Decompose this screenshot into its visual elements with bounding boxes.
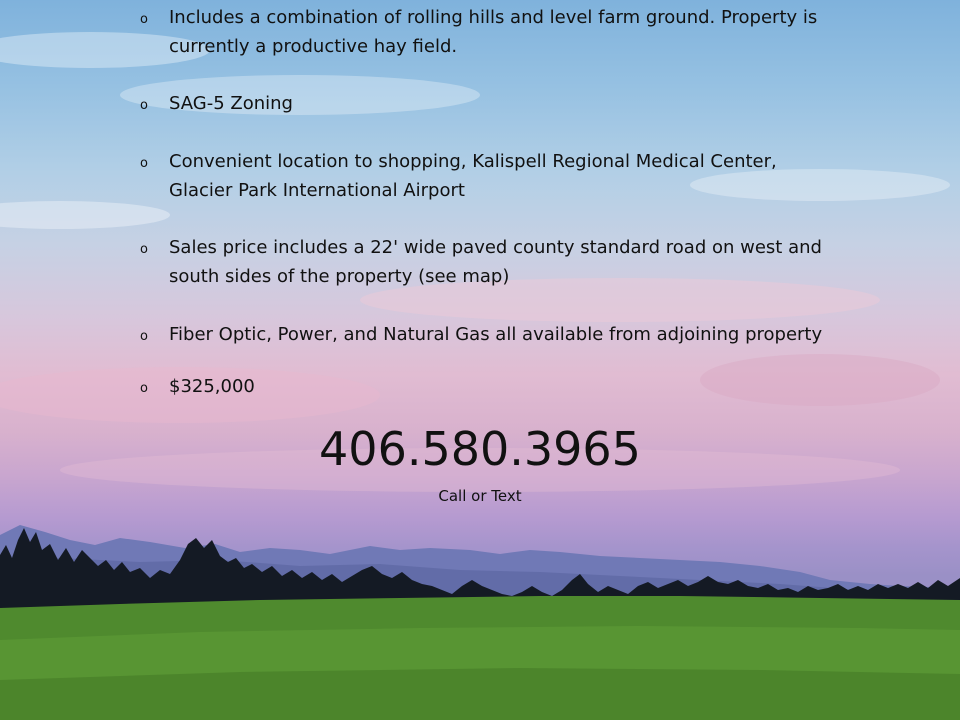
bullet-marker: o	[140, 12, 148, 27]
feature-item-terrain	[140, 3, 840, 61]
bullet-marker: o	[140, 329, 148, 344]
feature-item-zoning	[140, 89, 840, 118]
feature-item-utilities	[140, 320, 840, 349]
bullet-marker: o	[140, 98, 148, 113]
price-text: $325,000	[169, 376, 255, 397]
bullet-marker: o	[140, 242, 148, 257]
feature-item-price	[140, 372, 840, 401]
feature-text: Includes a combination of rolling hills and level farm ground. Property is currently a productive hay field.	[169, 7, 818, 57]
feature-text: Fiber Optic, Power, and Natural Gas all available from adjoining property	[169, 324, 823, 345]
feature-text: Sales price includes a 22' wide paved county standard road on west and south sides of the property (see map)	[169, 237, 822, 287]
bullet-marker: o	[140, 381, 148, 396]
phone-number: 406.580.3965	[319, 422, 641, 476]
feature-text: Convenient location to shopping, Kalispell Regional Medical Center, Glacier Park International Airport	[169, 151, 777, 201]
feature-item-road	[140, 233, 840, 291]
call-or-text-caption: Call or Text	[438, 487, 522, 505]
feature-text: SAG-5 Zoning	[169, 93, 293, 114]
bullet-marker: o	[140, 156, 148, 171]
feature-item-location	[140, 147, 840, 205]
